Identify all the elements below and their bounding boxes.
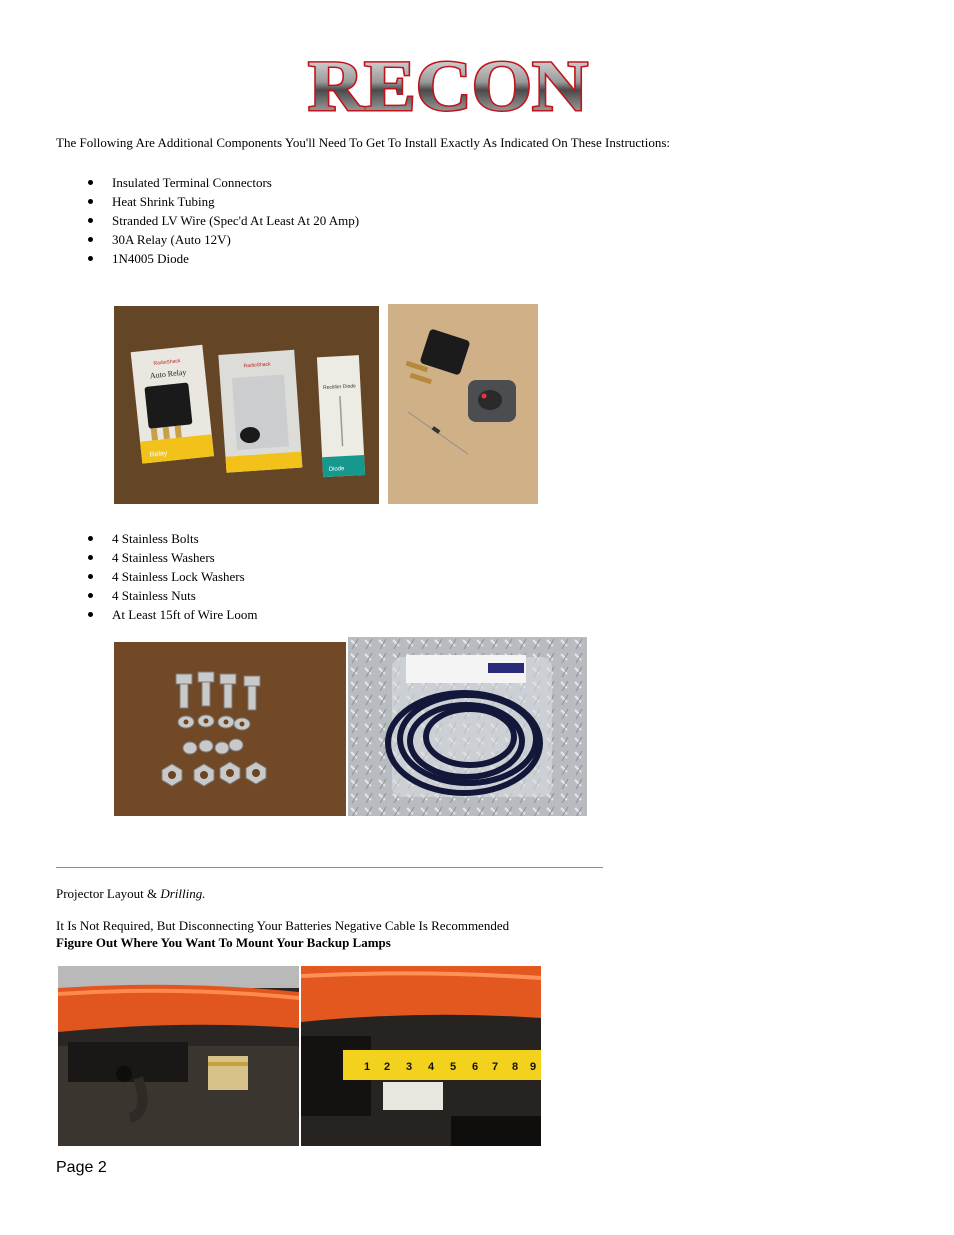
svg-text:6: 6 (471, 1061, 479, 1073)
logo-text: RECON (308, 52, 589, 122)
list-item: Insulated Terminal Connectors (85, 173, 359, 192)
list-item: Heat Shrink Tubing (85, 192, 359, 211)
list-item: 4 Stainless Washers (85, 548, 257, 567)
tape-measure-photo (301, 966, 541, 1146)
section-title: Projector Layout & Drilling. (56, 886, 206, 901)
svg-text:Rectifier Diode: Rectifier Diode (322, 383, 357, 392)
svg-text:Diode: Diode (328, 466, 345, 473)
svg-text:7: 7 (491, 1061, 499, 1073)
list-item: At Least 15ft of Wire Loom (85, 605, 257, 624)
svg-text:Relay: Relay (149, 450, 168, 459)
list-item: 30A Relay (Auto 12V) (85, 230, 359, 249)
list-item: Stranded LV Wire (Spec'd At Least At 20 Amp) (85, 211, 359, 230)
intro-text: The Following Are Additional Components You'll Need To Get To Install Exactly As Indicated On These Instructions: (56, 135, 670, 150)
svg-text:2: 2 (383, 1061, 391, 1073)
wire-loom-photo (348, 637, 587, 816)
svg-text:Auto Relay: Auto Relay (149, 367, 187, 381)
svg-text:RadioShack: RadioShack (153, 358, 181, 367)
svg-text:5: 5 (449, 1061, 457, 1073)
svg-text:4: 4 (427, 1061, 435, 1073)
svg-text:RadioShack: RadioShack (243, 361, 271, 370)
section-divider (56, 867, 603, 868)
list-item: 4 Stainless Nuts (85, 586, 257, 605)
stainless-hardware-photo (114, 642, 346, 816)
svg-text:9: 9 (529, 1061, 537, 1073)
packaged-parts-photo (114, 306, 379, 504)
relay-switch-diode-photo (388, 304, 538, 504)
list-item: 1N4005 Diode (85, 249, 359, 268)
list-item: 4 Stainless Bolts (85, 529, 257, 548)
recon-logo (304, 52, 592, 122)
svg-text:3: 3 (405, 1061, 413, 1073)
svg-text:8: 8 (511, 1061, 519, 1073)
svg-text:1: 1 (363, 1061, 371, 1073)
list-item: 4 Stainless Lock Washers (85, 567, 257, 586)
hitch-bumper-photo (58, 966, 299, 1146)
page-number: Page 2 (56, 1159, 107, 1176)
mounting-instruction: Figure Out Where You Want To Mount Your Backup Lamps (56, 935, 391, 950)
components-list (85, 173, 359, 268)
hardware-list (85, 529, 257, 624)
battery-note: It Is Not Required, But Disconnecting Your Batteries Negative Cable Is Recommended (56, 918, 510, 933)
